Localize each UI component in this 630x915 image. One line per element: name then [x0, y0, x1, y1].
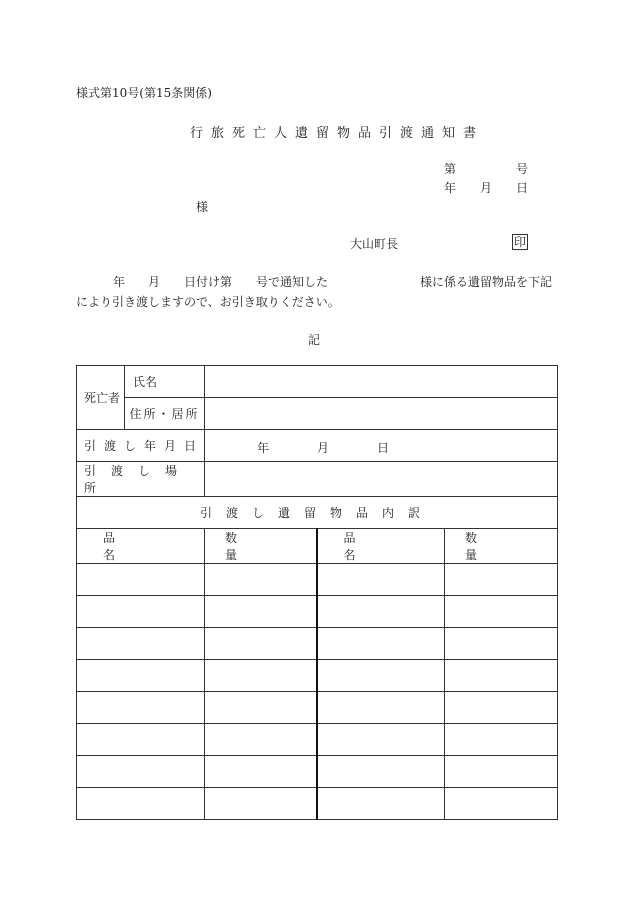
name-label-text: 氏名 — [133, 375, 158, 389]
handover-date-year: 年 — [257, 441, 270, 455]
name-value[interactable] — [205, 366, 558, 398]
col-item-name-text: 品名 — [103, 531, 172, 562]
item-quantity-cell-2[interactable] — [445, 692, 558, 724]
item-name-cell[interactable] — [77, 660, 205, 692]
item-name-cell-2[interactable] — [317, 788, 445, 820]
item-quantity-cell[interactable] — [205, 756, 317, 788]
item-name-cell-2[interactable] — [317, 564, 445, 596]
item-quantity-cell-2[interactable] — [445, 596, 558, 628]
item-row — [77, 692, 558, 724]
handover-place-label-text: 引渡し場所 — [84, 464, 193, 495]
item-name-cell-2[interactable] — [317, 628, 445, 660]
item-row — [77, 628, 558, 660]
col-item-name-2-text: 品名 — [343, 531, 406, 562]
col-header-quantity-2 — [445, 529, 558, 564]
ki-label: 記 — [308, 333, 321, 347]
handover-date-label-text: 引渡し年月日 — [84, 439, 205, 453]
item-row — [77, 596, 558, 628]
item-name-cell[interactable] — [77, 596, 205, 628]
name-label — [125, 373, 204, 390]
form-number: 様式第10号(第15条関係) — [76, 86, 212, 100]
item-name-cell-2[interactable] — [317, 596, 445, 628]
item-name-cell[interactable] — [77, 756, 205, 788]
doc-date-year: 年 — [444, 181, 457, 195]
item-row — [77, 564, 558, 596]
col-header-item-name — [77, 529, 205, 564]
item-row — [77, 756, 558, 788]
item-quantity-cell[interactable] — [205, 788, 317, 820]
handover-date-label — [77, 430, 205, 462]
doc-date-month: 月 — [480, 181, 493, 195]
addressee-sama: 様 — [196, 200, 209, 214]
name-label-cell — [125, 366, 205, 398]
item-quantity-cell[interactable] — [205, 628, 317, 660]
col-quantity-text: 数量 — [225, 531, 278, 562]
item-quantity-cell-2[interactable] — [445, 788, 558, 820]
item-rows — [77, 564, 558, 820]
item-row — [77, 788, 558, 820]
doc-number-go: 号 — [516, 162, 529, 176]
breakdown-title — [77, 497, 558, 529]
body-date-number: 日付け第 — [184, 275, 233, 289]
body-line-2: により引き渡しますので、お引き取りください。 — [76, 295, 340, 309]
document-title: 行旅死亡人遺留物品引渡通知書 — [190, 126, 485, 141]
item-quantity-cell[interactable] — [205, 724, 317, 756]
item-quantity-cell-2[interactable] — [445, 756, 558, 788]
item-quantity-cell-2[interactable] — [445, 724, 558, 756]
body-year: 年 — [113, 275, 126, 289]
item-quantity-cell-2[interactable] — [445, 564, 558, 596]
item-name-cell[interactable] — [77, 692, 205, 724]
handover-table — [76, 365, 558, 820]
item-name-cell[interactable] — [77, 628, 205, 660]
body-regarding: 様に係る遺留物品を下記 — [420, 275, 553, 289]
item-row — [77, 724, 558, 756]
handover-date-month: 月 — [317, 441, 330, 455]
item-quantity-cell-2[interactable] — [445, 628, 558, 660]
col-header-item-name-2 — [317, 529, 445, 564]
item-quantity-cell-2[interactable] — [445, 660, 558, 692]
address-label: 住所・居所 — [125, 398, 205, 430]
breakdown-title-text: 引渡し遺留物品内訳 — [200, 506, 435, 520]
item-quantity-cell[interactable] — [205, 692, 317, 724]
item-quantity-cell[interactable] — [205, 564, 317, 596]
item-quantity-cell[interactable] — [205, 660, 317, 692]
item-name-cell-2[interactable] — [317, 692, 445, 724]
doc-date-day: 日 — [516, 181, 529, 195]
issuer-name: 大山町長 — [350, 237, 399, 251]
col-header-quantity — [205, 529, 317, 564]
col-quantity-2-text: 数量 — [465, 531, 518, 562]
item-row — [77, 660, 558, 692]
body-month: 月 — [148, 275, 161, 289]
seal-mark: 印 — [514, 235, 527, 249]
item-name-cell-2[interactable] — [317, 724, 445, 756]
item-name-cell-2[interactable] — [317, 660, 445, 692]
item-name-cell[interactable] — [77, 724, 205, 756]
handover-place-label — [77, 462, 205, 497]
deceased-label: 死亡者 — [77, 366, 125, 430]
item-name-cell-2[interactable] — [317, 756, 445, 788]
handover-place-value[interactable] — [205, 462, 558, 497]
address-value[interactable] — [205, 398, 558, 430]
body-notified: 号で通知した — [256, 275, 329, 289]
item-quantity-cell[interactable] — [205, 596, 317, 628]
item-name-cell[interactable] — [77, 788, 205, 820]
handover-date-value[interactable] — [205, 430, 558, 462]
handover-date-day: 日 — [377, 441, 390, 455]
item-name-cell[interactable] — [77, 564, 205, 596]
doc-number-dai: 第 — [444, 162, 457, 176]
